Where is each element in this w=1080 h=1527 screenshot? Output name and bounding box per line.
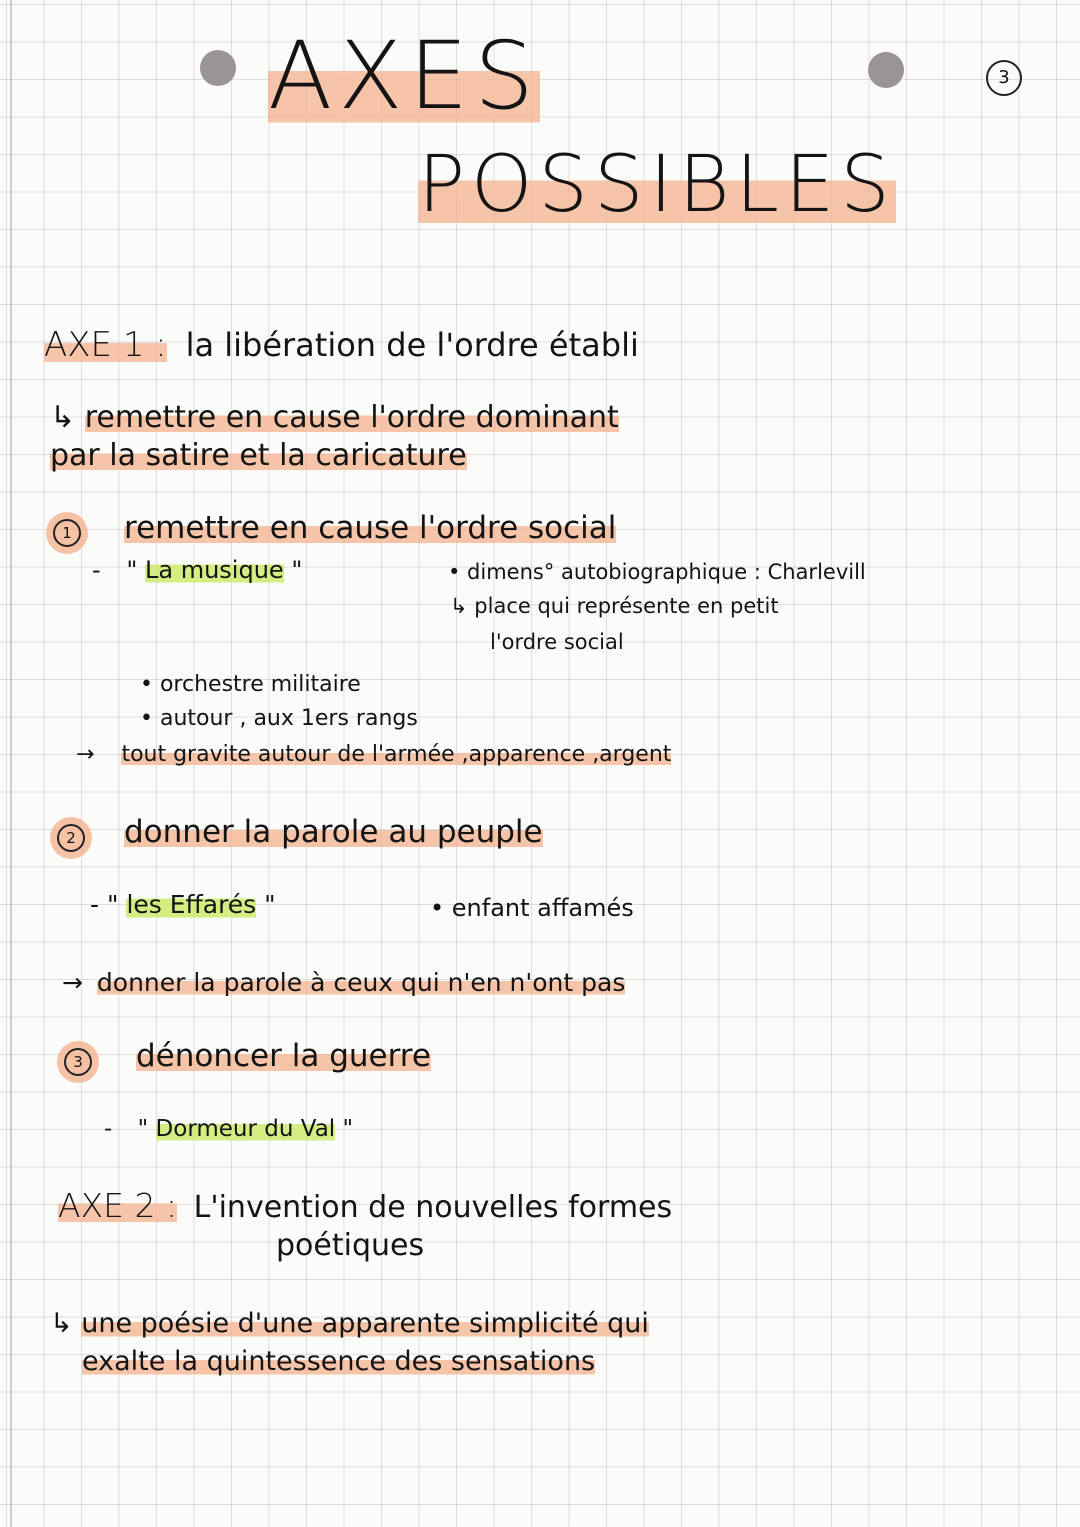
axe2-intro-line1 — [50, 1308, 649, 1339]
point1-note1: • dimens° autobiographique : Charlevill — [448, 560, 866, 584]
right-arrow-icon: → — [76, 742, 95, 767]
quote-close-mark: " — [291, 556, 303, 584]
arrow-icon: ↳ — [450, 594, 468, 618]
point1-note3: l'ordre social — [490, 630, 624, 654]
axe1-intro-line2 — [50, 438, 467, 473]
page-margin-line — [10, 0, 12, 1527]
axe2-intro-text2: exalte la quintessence des sensations — [82, 1346, 596, 1377]
dash-bullet: - — [90, 890, 100, 919]
point1-title — [124, 510, 616, 546]
point3-number: 3 — [64, 1048, 92, 1076]
axe1-intro-line1 — [50, 400, 619, 435]
quote-open-mark: " — [126, 556, 138, 584]
axe2-intro-text1: une poésie d'une apparente simplicité qui — [81, 1308, 649, 1339]
axe1-intro-text1: remettre en cause l'ordre dominant — [84, 400, 619, 435]
quote-close-mark: " — [342, 1116, 354, 1142]
point2-title-text: donner la parole au peuple — [124, 814, 543, 850]
point1-conclusion-text: tout gravite autour de l'armée ,apparence ,argent — [121, 742, 672, 767]
title-line-2 — [418, 140, 896, 230]
dash-bullet: - — [92, 556, 101, 584]
point2-title — [124, 814, 543, 850]
point3-quote-line — [104, 1116, 353, 1142]
point3-title — [136, 1038, 431, 1074]
point2-conclusion-text: donner la parole à ceux qui n'en n'ont pas — [96, 968, 626, 997]
axe2-title-line1: L'invention de nouvelles formes — [193, 1190, 673, 1225]
axe1-intro-text2: par la satire et la caricature — [50, 438, 467, 473]
axe1-label: AXE 1 : — [44, 325, 167, 365]
point3-quote: Dormeur du Val — [155, 1116, 336, 1142]
axe2-label: AXE 2 : — [58, 1186, 178, 1225]
axe1-title: la libération de l'ordre établi — [185, 326, 639, 364]
point1-number: 1 — [53, 519, 81, 547]
right-arrow-icon: → — [62, 968, 83, 997]
point1-bullet2: • autour , aux 1ers rangs — [140, 706, 418, 731]
axe2-intro-line2 — [82, 1346, 595, 1377]
point2-number: 2 — [57, 824, 85, 852]
title-possibles: POSSIBLES — [418, 140, 896, 230]
point3-title-text: dénoncer la guerre — [136, 1038, 431, 1074]
point1-bullet1: • orchestre militaire — [140, 672, 361, 697]
title-line-1 — [268, 22, 540, 131]
point2-quote-line — [90, 890, 276, 919]
axe2-heading — [58, 1186, 672, 1225]
point1-conclusion — [76, 742, 671, 767]
quote-open-mark: " — [137, 1116, 149, 1142]
point1-quote-line — [92, 556, 302, 584]
axe1-heading — [44, 325, 639, 365]
dash-bullet: - — [104, 1116, 113, 1142]
point1-note2 — [450, 594, 779, 618]
point2-quote: les Effarés — [126, 890, 257, 919]
arrow-icon: ↳ — [50, 1308, 73, 1339]
title-axes: AXES — [268, 22, 540, 131]
point2-conclusion — [62, 968, 625, 997]
page-number: 3 — [986, 60, 1022, 96]
binder-hole-left — [200, 50, 236, 86]
axe2-title-line2: poétiques — [276, 1228, 425, 1263]
arrow-icon: ↳ — [50, 400, 76, 435]
binder-hole-right — [868, 52, 904, 88]
point1-title-text: remettre en cause l'ordre social — [124, 510, 617, 546]
point1-note2-text: place qui représente en petit — [474, 594, 779, 618]
point1-quote: La musique — [145, 556, 284, 584]
point2-note: • enfant affamés — [430, 894, 634, 922]
quote-open-mark: " — [106, 890, 119, 919]
quote-close-mark: " — [264, 890, 276, 919]
